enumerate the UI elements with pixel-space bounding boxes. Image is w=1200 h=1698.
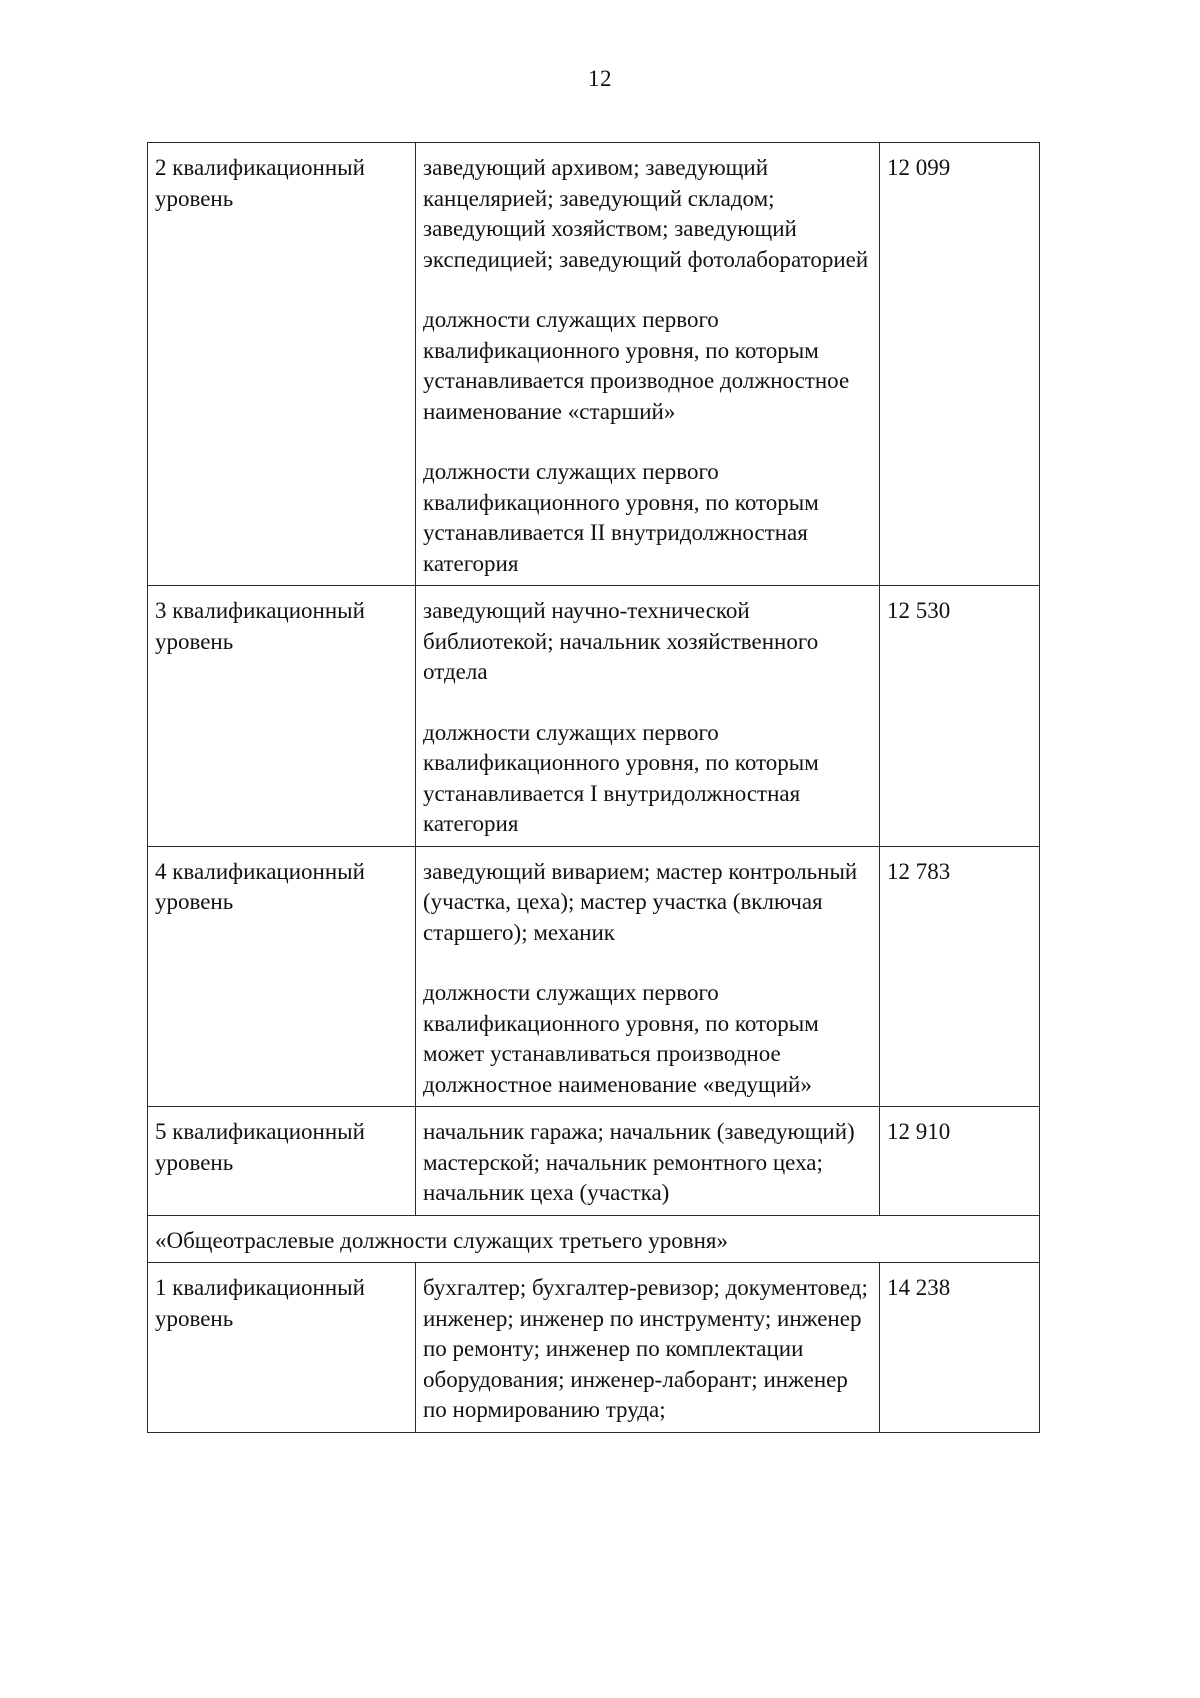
- salary-amount-cell: 14 238: [880, 1263, 1040, 1433]
- group-header-cell: «Общеотраслевые должности служащих третьего уровня»: [148, 1215, 1040, 1263]
- table-row: [148, 143, 1040, 586]
- qualification-level-cell: 5 квалификационный уровень: [148, 1107, 416, 1216]
- positions-paragraph: должности служащих первого квалификационного уровня, по которым устанавливается II внутридолжностная категория: [423, 459, 819, 576]
- positions-paragraph: заведующий научно-технической библиотекой; начальник хозяйственного отдела: [423, 598, 819, 684]
- positions-cell: [416, 846, 880, 1107]
- table-row: [148, 586, 1040, 847]
- positions-paragraph: бухгалтер; бухгалтер-ревизор; документовед; инженер; инженер по инструменту; инженер по ремонту; инженер по комплектации оборудования; инженер-лаборант; инженер по нормированию труда;: [423, 1275, 868, 1422]
- salary-table-body: [148, 143, 1040, 1433]
- table-row: [148, 1263, 1040, 1433]
- salary-table: [147, 142, 1040, 1433]
- positions-paragraph: начальник гаража; начальник (заведующий) мастерской; начальник ремонтного цеха; начальник цеха (участка): [423, 1119, 855, 1205]
- table-row: [148, 846, 1040, 1107]
- positions-cell: [416, 1263, 880, 1433]
- group-header-row: [148, 1215, 1040, 1263]
- qualification-level-cell: 4 квалификационный уровень: [148, 846, 416, 1107]
- positions-paragraph: заведующий архивом; заведующий канцелярией; заведующий складом; заведующий хозяйством; заведующий экспедицией; заведующий фотолабораторией: [423, 155, 869, 272]
- table-row: [148, 1107, 1040, 1216]
- qualification-level-cell: 1 квалификационный уровень: [148, 1263, 416, 1433]
- salary-amount-cell: 12 910: [880, 1107, 1040, 1216]
- salary-amount-cell: 12 783: [880, 846, 1040, 1107]
- positions-paragraph: должности служащих первого квалификационного уровня, по которым устанавливается I внутридолжностная категория: [423, 719, 819, 836]
- salary-amount-cell: 12 099: [880, 143, 1040, 586]
- positions-cell: [416, 143, 880, 586]
- positions-paragraph: должности служащих первого квалификационного уровня, по которым может устанавливаться производное должностное наименование «ведущий»: [423, 980, 819, 1097]
- positions-paragraph: должности служащих первого квалификационного уровня, по которым устанавливается производное должностное наименование «старший»: [423, 307, 850, 424]
- salary-amount-cell: 12 530: [880, 586, 1040, 847]
- qualification-level-cell: 2 квалификационный уровень: [148, 143, 416, 586]
- positions-cell: [416, 1107, 880, 1216]
- positions-cell: [416, 586, 880, 847]
- qualification-level-cell: 3 квалификационный уровень: [148, 586, 416, 847]
- page-number: 12: [588, 66, 612, 91]
- positions-paragraph: заведующий виварием; мастер контрольный (участка, цеха); мастер участка (включая старшего); механик: [423, 858, 858, 945]
